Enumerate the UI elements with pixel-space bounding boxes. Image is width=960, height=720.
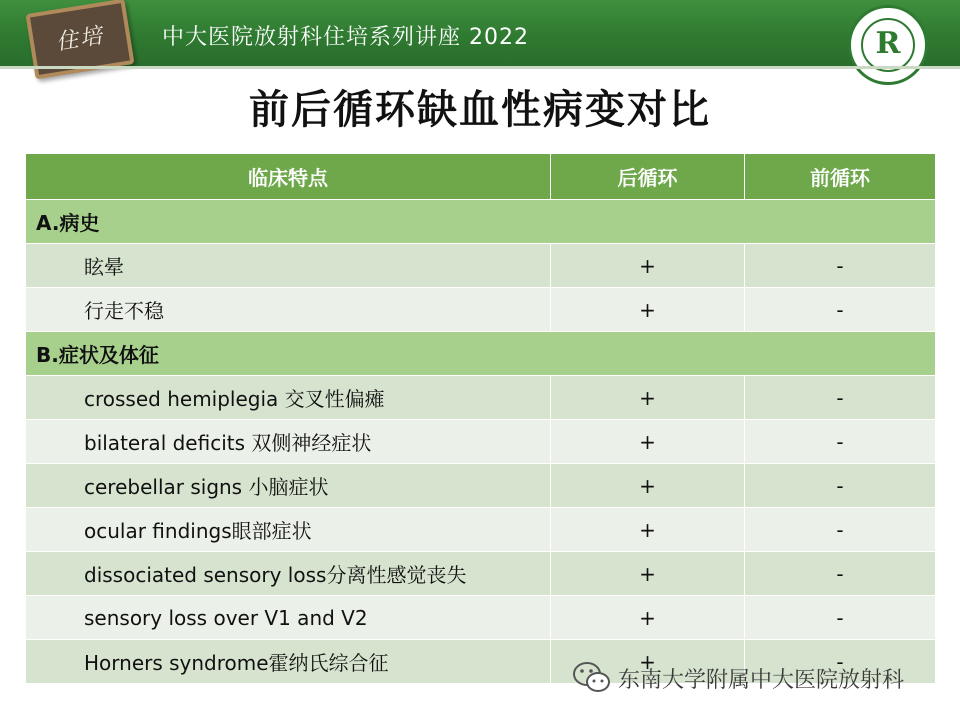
section-label: A.病史	[26, 200, 936, 244]
posterior-cell: +	[551, 552, 745, 596]
section-label: B.症状及体征	[26, 332, 936, 376]
table-header-row	[26, 154, 936, 200]
header-divider	[0, 66, 960, 69]
logo-letter: R	[875, 26, 901, 61]
posterior-cell: +	[551, 640, 745, 684]
feature-cell: cerebellar signs 小脑症状	[26, 464, 551, 508]
comparison-table	[25, 153, 936, 684]
table-row	[26, 420, 936, 464]
feature-cell: Horners syndrome霍纳氏综合征	[26, 640, 551, 684]
table-row	[26, 552, 936, 596]
table-row	[26, 596, 936, 640]
anterior-cell: -	[745, 420, 936, 464]
wechat-icon	[572, 660, 612, 696]
watermark	[572, 660, 904, 696]
posterior-cell: +	[551, 596, 745, 640]
section-row	[26, 200, 936, 244]
feature-cell: dissociated sensory loss分离性感觉丧失	[26, 552, 551, 596]
table-row	[26, 464, 936, 508]
feature-cell: 行走不稳	[26, 288, 551, 332]
posterior-cell: +	[551, 420, 745, 464]
anterior-cell: -	[745, 596, 936, 640]
posterior-cell: +	[551, 464, 745, 508]
page-title: 前后循环缺血性病变对比	[249, 87, 711, 133]
feature-cell: ocular findings眼部症状	[26, 508, 551, 552]
posterior-cell: +	[551, 376, 745, 420]
table-row	[26, 508, 936, 552]
section-row	[26, 332, 936, 376]
feature-cell: 眩晕	[26, 244, 551, 288]
table-row	[26, 376, 936, 420]
anterior-cell: -	[745, 508, 936, 552]
badge-text: 住培	[54, 23, 106, 56]
anterior-cell: -	[745, 552, 936, 596]
table-row	[26, 244, 936, 288]
anterior-cell: -	[745, 376, 936, 420]
column-header-posterior: 后循环	[551, 154, 745, 200]
feature-cell: bilateral deficits 双侧神经症状	[26, 420, 551, 464]
watermark-text: 东南大学附属中大医院放射科	[618, 667, 905, 693]
table-body	[26, 200, 936, 684]
table-row	[26, 288, 936, 332]
anterior-cell: -	[745, 244, 936, 288]
logo-inner-ring	[861, 18, 915, 72]
radiology-logo-icon	[848, 5, 928, 85]
feature-cell: sensory loss over V1 and V2	[26, 596, 551, 640]
anterior-cell: -	[745, 640, 936, 684]
posterior-cell: +	[551, 288, 745, 332]
anterior-cell: -	[745, 464, 936, 508]
column-header-anterior: 前循环	[745, 154, 936, 200]
posterior-cell: +	[551, 244, 745, 288]
posterior-cell: +	[551, 508, 745, 552]
feature-cell: crossed hemiplegia 交叉性偏瘫	[26, 376, 551, 420]
anterior-cell: -	[745, 288, 936, 332]
header-bar	[0, 0, 960, 66]
column-header-features: 临床特点	[26, 154, 551, 200]
header-title: 中大医院放射科住培系列讲座 2022	[162, 25, 529, 50]
